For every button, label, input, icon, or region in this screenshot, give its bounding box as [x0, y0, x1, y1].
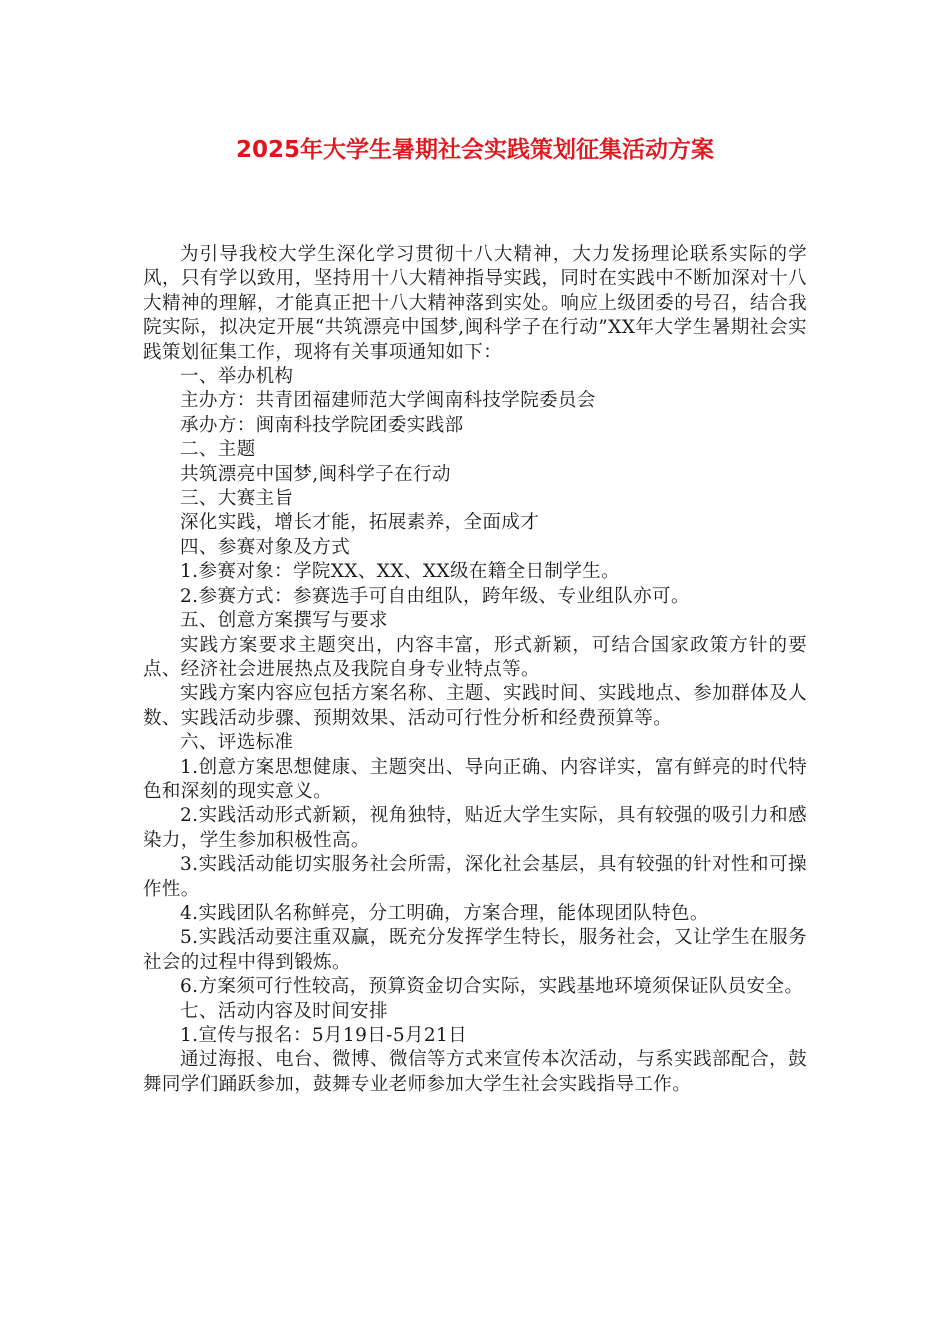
- paragraph-criteria-5: 5.实践活动要注重双赢，既充分发挥学生特长，服务社会，又让学生在服务社会的过程中得到锻炼。: [143, 927, 807, 973]
- heading-organizers: 一、举办机构: [180, 366, 294, 388]
- paragraph-participants-method: 2.参赛方式：参赛选手可自由组队，跨年级、专业组队亦可。: [180, 585, 690, 607]
- paragraph-theme: 共筑漂亮中国梦,闽科学子在行动: [180, 463, 451, 485]
- paragraph-proposal-requirement-1: 实践方案要求主题突出，内容丰富，形式新颖，可结合国家政策方针的要点、经济社会进展热点及我院自身专业特点等。: [143, 634, 807, 680]
- paragraph-criteria-1: 1.创意方案思想健康、主题突出、导向正确、内容详实，富有鲜亮的时代特色和深刻的现实意义。: [143, 756, 807, 802]
- paragraph-criteria-6: 6.方案须可行性较高，预算资金切合实际，实践基地环境须保证队员安全。: [180, 976, 804, 998]
- paragraph-purpose: 深化实践，增长才能，拓展素养，全面成才: [180, 512, 540, 534]
- paragraph-criteria-3: 3.实践活动能切实服务社会所需，深化社会基层，具有较强的针对性和可操作性。: [143, 854, 807, 900]
- paragraph-criteria-4: 4.实践团队名称鲜亮，分工明确，方案合理，能体现团队特色。: [180, 902, 709, 924]
- paragraph-participants-target: 1.参赛对象：学院XX、XX、XX级在籍全日制学生。: [180, 561, 621, 583]
- heading-criteria: 六、评选标准: [180, 732, 294, 754]
- paragraph-schedule-1-detail: 通过海报、电台、微博、微信等方式来宣传本次活动，与系实践部配合，鼓舞同学们踊跃参加，鼓舞专业老师参加大学生社会实践指导工作。: [143, 1049, 807, 1095]
- heading-participants: 四、参赛对象及方式: [180, 536, 351, 558]
- paragraph-proposal-requirement-2: 实践方案内容应包括方案名称、主题、实践时间、实践地点、参加群体及人数、实践活动步骤、预期效果、活动可行性分析和经费预算等。: [143, 683, 807, 729]
- paragraph-organizer: 承办方：闽南科技学院团委实践部: [180, 414, 464, 436]
- paragraph-criteria-2: 2.实践活动形式新颖，视角独特，贴近大学生实际，具有较强的吸引力和感染力，学生参加积极性高。: [143, 805, 807, 851]
- heading-purpose: 三、大赛主旨: [180, 488, 294, 510]
- document-body: [143, 243, 807, 1097]
- paragraph-intro: 为引导我校大学生深化学习贯彻十八大精神，大力发扬理论联系实际的学风，只有学以致用，坚持用十八大精神指导实践，同时在实践中不断加深对十八大精神的理解，才能真正把十八大精神落到实处。响应上级团委的号召，结合我院实际，拟决定开展“共筑漂亮中国梦,闽科学子在行动”XX年大学生暑期社会实践策划征集工作，现将有关事项通知如下：: [143, 244, 807, 363]
- paragraph-host: 主办方：共青团福建师范大学闽南科技学院委员会: [180, 390, 596, 412]
- heading-theme: 二、主题: [180, 439, 256, 461]
- paragraph-schedule-1: 1.宣传与报名：5月19日-5月21日: [180, 1025, 468, 1046]
- heading-proposal-requirements: 五、创意方案撰写与要求: [180, 610, 388, 632]
- document-title: 2025年大学生暑期社会实践策划征集活动方案: [235, 137, 714, 163]
- heading-schedule: 七、活动内容及时间安排: [180, 1000, 388, 1022]
